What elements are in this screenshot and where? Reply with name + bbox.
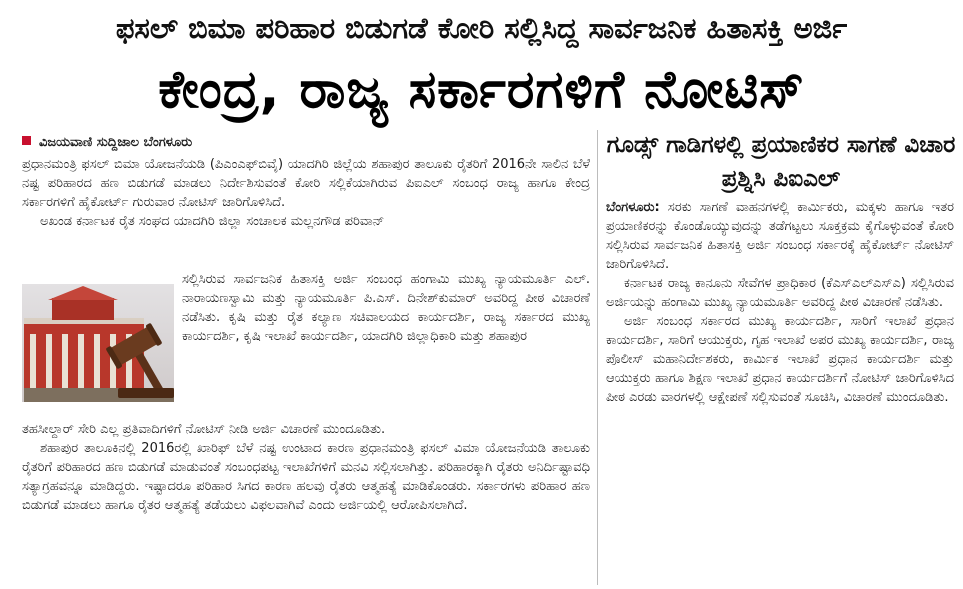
side-story-headline: ಗೂಡ್ಸ್ ಗಾಡಿಗಳಲ್ಲಿ ಪ್ರಯಾಣಿಕರ ಸಾಗಣೆ ವಿಚಾರ ಪ್ರಶ್ನಿಸಿ ಪಿಐಎಲ್ [606,132,956,192]
article-paragraph-1: ಪ್ರಧಾನಮಂತ್ರಿ ಫಸಲ್ ಬಿಮಾ ಯೋಜನೆಯಡಿ (ಪಿಎಂಎಫ್‌ಬಿವೈ) ಯಾದಗಿರಿ ಜಿಲ್ಲೆಯ ಶಹಾಪುರ ತಾಲೂಕು ರೈತರಿಗೆ 2016ನೇ ಸಾಲಿನ ಬೆಳೆ ನಷ್ಟ ಪರಿಹಾರದ ಹಣ ಬಿಡುಗಡೆ ಮಾಡಲು ನಿರ್ದೇಶಿಸುವಂತೆ ಕೋರಿ ಸಲ್ಲಿಕೆಯಾಗಿರುವ ಪಿಐಎಲ್ ಸಂಬಂಧ ರಾಜ್ಯ ಹಾಗೂ ಕೇಂದ್ರ ಸರ್ಕಾರಗಳಿಗೆ ಹೈಕೋರ್ಟ್ ಗುರುವಾರ ನೋಟಿಸ್ ಜಾರಿಗೊಳಿಸಿದೆ. [22,157,590,210]
byline-bullet-icon [22,136,31,145]
side-story-body [606,198,954,586]
article-paragraph-2-tail: ತಹಸೀಲ್ದಾರ್ ಸೇರಿ ಎಲ್ಲ ಪ್ರತಿವಾದಿಗಳಿಗೆ ನೋಟಿಸ್ ನೀಡಿ ಅರ್ಜಿ ವಿಚಾರಣೆ ಮುಂದೂಡಿತು. [22,422,386,437]
side-story-dateline: ಬೆಂಗಳೂರು: [606,200,660,215]
side-story-paragraph-3: ಅರ್ಜಿ ಸಂಬಂಧ ಸರ್ಕಾರದ ಮುಖ್ಯ ಕಾರ್ಯದರ್ಶಿ, ಸಾರಿಗೆ ಇಲಾಖೆ ಪ್ರಧಾನ ಕಾರ್ಯದರ್ಶಿ, ಸಾರಿಗೆ ಆಯುಕ್ತರು, ಗೃಹ ಇಲಾಖೆ ಅಪರ ಮುಖ್ಯ ಕಾರ್ಯದರ್ಶಿ, ರಾಜ್ಯ ಪೊಲೀಸ್ ಮಹಾನಿರ್ದೇಶಕರು, ಕಾರ್ಮಿಕ ಇಲಾಖೆ ಪ್ರಧಾನ ಕಾರ್ಯದರ್ಶಿ ಮತ್ತು ಆಯುಕ್ತರು ಹಾಗೂ ಶಿಕ್ಷಣ ಇಲಾಖೆ ಪ್ರಧಾನ ಕಾರ್ಯದರ್ಶಿಗೆ ನೋಟಿಸ್ ಜಾರಿಗೊಳಿಸಿದ ಪೀಠ ಎರಡು ವಾರಗಳಲ್ಲಿ ಆಕ್ಷೇಪಣೆ ಸಲ್ಲಿಸುವಂತೆ ಸೂಚಿಸಿ, ವಿಚಾರಣೆ ಮುಂದೂಡಿತು. [606,314,954,405]
article-body-bottom [22,420,590,584]
article-paragraph-3: ಶಹಾಪುರ ತಾಲೂಕಿನಲ್ಲಿ 2016ರಲ್ಲಿ ಖಾರಿಫ್ ಬೆಳೆ ನಷ್ಟ ಉಂಟಾದ ಕಾರಣ ಪ್ರಧಾನಮಂತ್ರಿ ಫಸಲ್ ವಿಮಾ ಯೋಜನೆಯಡಿ ತಾಲೂಕು ರೈತರಿಗೆ ಪರಿಹಾರದ ಹಣ ಬಿಡುಗಡೆ ಮಾಡುವಂತೆ ಸಂಬಂಧಪಟ್ಟ ಇಲಾಖೆಗಳಿಗೆ ಮನವಿ ಸಲ್ಲಿಸಲಾಗಿತ್ತು. ಪರಿಹಾರಕ್ಕಾಗಿ ರೈತರು ಅನಿರ್ದಿಷ್ಟಾವಧಿ ಸತ್ಯಾಗ್ರಹವನ್ನೂ ಮಾಡಿದ್ದರು. ಇಷ್ಟಾದರೂ ಪರಿಹಾರ ಸಿಗದ ಕಾರಣ ಹಲವು ರೈತರು ಆತ್ಮಹತ್ಯೆ ಮಾಡಿಕೊಂಡರು. ಸರ್ಕಾರಗಳು ಪರಿಹಾರ ಹಣ ಬಿಡುಗಡೆ ಮಾಡಲು ಹಾಗೂ ರೈತರ ಆತ್ಮಹತ್ಯೆ ತಡೆಯಲು ವಿಫಲವಾಗಿವೆ ಎಂದು ಅರ್ಜಿಯಲ್ಲಿ ಆರೋಪಿಸಲಾಗಿದೆ. [22,441,590,513]
side-story-paragraph-2: ಕರ್ನಾಟಕ ರಾಜ್ಯ ಕಾನೂನು ಸೇವೆಗಳ ಪ್ರಾಧಿಕಾರ (ಕೆಎಸ್‌ಎಲ್‌ಎಸ್‌ಎ) ಸಲ್ಲಿಸಿರುವ ಅರ್ಜಿಯನ್ನು ಹಂಗಾಮಿ ಮುಖ್ಯ ನ್ಯಾಯಮೂರ್ತಿ ಅವರಿದ್ದ ಪೀಠ ವಿಚಾರಣೆ ನಡೆಸಿತು. [606,276,954,310]
article-paragraph-2-lead: ಅಖಂಡ ಕರ್ನಾಟಕ ರೈತ ಸಂಘದ ಯಾದಗಿರಿ ಜಿಲ್ಲಾ ಸಂಚಾಲಕ ಮಲ್ಲನಗೌಡ ಪರಿವಾನ್ [40,214,385,229]
byline-text: ವಿಜಯವಾಣಿ ಸುದ್ದಿಜಾಲ ಬೆಂಗಳೂರು [39,135,193,150]
court-building-gavel-image [22,284,174,402]
side-story-paragraph-1-text: ಸರಕು ಸಾಗಣೆ ವಾಹನಗಳಲ್ಲಿ ಕಾರ್ಮಿಕರು, ಮಕ್ಕಳು ಹಾಗೂ ಇತರ ಪ್ರಯಾಣಿಕರನ್ನು ಕೊಂಡೊಯ್ಯುವುದನ್ನು ತಡೆಗಟ್ಟಲು ಸೂಕ್ತಕ್ರಮ ಕೈಗೊಳ್ಳುವಂತೆ ಕೋರಿ ಸಲ್ಲಿಸಿರುವ ಸಾರ್ವಜನಿಕ ಹಿತಾಸಕ್ತಿ ಅರ್ಜಿ ಸಂಬಂಧ ಸರ್ಕಾರಕ್ಕೆ ಹೈಕೋರ್ಟ್ ನೋಟಿಸ್ ಜಾರಿಗೊಳಿಸಿದೆ. [606,200,954,272]
column-divider [597,130,598,585]
side-story-paragraph-1 [606,198,954,274]
article-paragraph-2-wrap: ಸಲ್ಲಿಸಿರುವ ಸಾರ್ವಜನಿಕ ಹಿತಾಸಕ್ತಿ ಅರ್ಜಿ ಸಂಬಂಧ ಹಂಗಾಮಿ ಮುಖ್ಯ ನ್ಯಾಯಮೂರ್ತಿ ಎಲ್. ನಾರಾಯಣಸ್ವಾಮಿ ಮತ್ತು ನ್ಯಾಯಮೂರ್ತಿ ಪಿ.ಎಸ್. ದಿನೇಶ್‌ಕುಮಾರ್ ಅವರಿದ್ದ ಪೀಠ ವಿಚಾರಣೆ ನಡೆಸಿತು. ಕೃಷಿ ಮತ್ತು ರೈತ ಕಲ್ಯಾಣ ಸಚಿವಾಲಯದ ಕಾರ್ಯದರ್ಶಿ, ರಾಜ್ಯ ಸರ್ಕಾರದ ಮುಖ್ಯ ಕಾರ್ಯದರ್ಶಿ, ಕೃಷಿ ಇಲಾಖೆ ಕಾರ್ಯದರ್ಶಿ, ಯಾದಗಿರಿ ಜಿಲ್ಲಾಧಿಕಾರಿ ಮತ್ತು ಶಹಾಪುರ [182,272,590,344]
article-kicker: ಫಸಲ್ ಬಿಮಾ ಪರಿಹಾರ ಬಿಡುಗಡೆ ಕೋರಿ ಸಲ್ಲಿಸಿದ್ದ ಸಾರ್ವಜನಿಕ ಹಿತಾಸಕ್ತಿ ಅರ್ಜಿ [115,11,848,45]
article-headline: ಕೇಂದ್ರ, ರಾಜ್ಯ ಸರ್ಕಾರಗಳಿಗೆ ನೋಟಿಸ್ [158,60,805,120]
high-court-photo [22,284,174,402]
article-byline [22,134,192,152]
article-body-wrap [182,270,590,418]
article-body-top [22,155,590,255]
